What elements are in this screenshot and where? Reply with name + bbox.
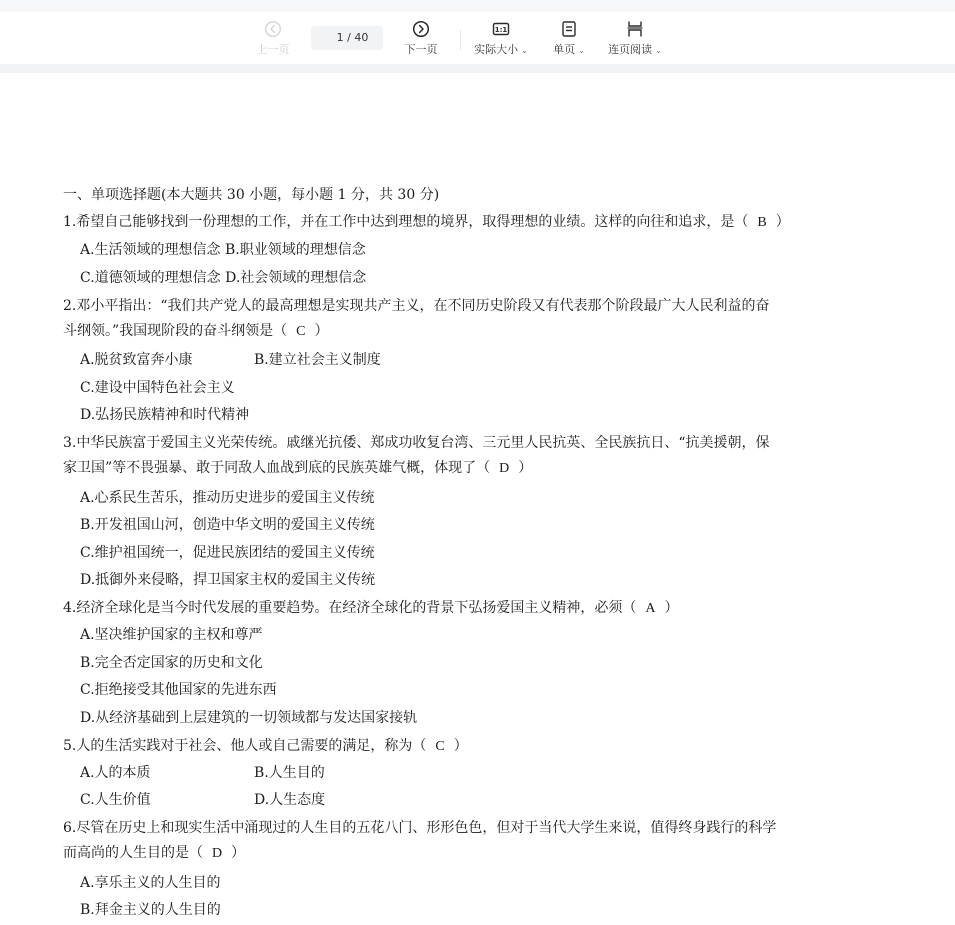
option-line[interactable]: C.人生价值 — [80, 792, 151, 808]
option-line[interactable]: D.抵御外来侵略，捍卫国家主权的爱国主义传统 — [80, 572, 376, 588]
answer-letter: C — [296, 324, 306, 339]
question-stem[interactable]: 1.希望自己能够找到一份理想的工作，并在工作中达到理想的境界，取得理想的业绩。这样的向往和追求，是（ B ） — [63, 214, 790, 230]
actual-size-icon — [492, 20, 510, 38]
option-line[interactable]: C.拒绝接受其他国家的先进东西 — [80, 682, 277, 698]
option-line[interactable]: A.人的本质 — [80, 765, 151, 781]
question-stem[interactable]: 2.邓小平指出：“我们共产党人的最高理想是实现共产主义，在不同历史阶段又有代表那个阶段最广大人民利益的奋 — [63, 298, 770, 314]
question-stem[interactable]: 斗纲领。”我国现阶段的奋斗纲领是（ C ） — [63, 323, 329, 339]
next-page-button[interactable] — [400, 20, 442, 64]
chevron-down-icon: ⌄ — [521, 46, 528, 55]
option-line[interactable]: B.建立社会主义制度 — [254, 352, 381, 368]
actual-size-label: 实际大小 — [474, 43, 519, 56]
single-page-icon — [560, 20, 578, 38]
answer-letter: D — [212, 846, 223, 861]
question-stem[interactable]: 而高尚的人生目的是（ D ） — [63, 845, 246, 861]
answer-letter: C — [435, 739, 445, 754]
option-line[interactable]: B.开发祖国山河，创造中华文明的爱国主义传统 — [80, 517, 375, 533]
question-stem[interactable]: 6.尽管在历史上和现实生活中涌现过的人生目的五花八门、形形色色，但对于当代大学生来说，值得终身践行的科学 — [63, 820, 777, 836]
question-stem[interactable]: 5.人的生活实践对于社会、他人或自己需要的满足，称为（ C ） — [63, 738, 468, 754]
continuous-pages-icon — [626, 20, 644, 38]
option-line[interactable]: D.人生态度 — [254, 792, 326, 808]
option-line[interactable]: A.生活领域的理想信念 B.职业领域的理想信念 — [80, 242, 366, 258]
pdf-toolbar — [0, 12, 955, 66]
option-line[interactable]: B.人生目的 — [254, 765, 325, 781]
toolbar-shadow — [0, 64, 955, 73]
chevron-down-icon: ⌄ — [655, 46, 662, 55]
svg-text:1:1: 1:1 — [494, 26, 508, 34]
page-total: / 40 — [347, 31, 369, 44]
question-stem[interactable]: 家卫国”等不畏强暴、敢于同敌人血战到底的民族英雄气概，体现了（ D ） — [63, 460, 533, 476]
option-line[interactable]: C.道德领域的理想信念 D.社会领域的理想信念 — [80, 270, 367, 286]
chevron-right-circle-icon — [412, 20, 430, 38]
actual-size-button[interactable] — [470, 20, 532, 64]
top-strip — [0, 0, 955, 12]
page-indicator — [311, 26, 383, 50]
single-page-label: 单页 — [553, 43, 576, 56]
continuous-reading-button[interactable] — [604, 20, 666, 64]
question-stem[interactable]: 3.中华民族富于爱国主义光荣传统。戚继光抗倭、郑成功收复台湾、三元里人民抗英、全民族抗日、“抗美援朝，保 — [63, 435, 770, 451]
answer-letter: D — [499, 461, 510, 476]
prev-page-button[interactable] — [252, 20, 294, 64]
option-line[interactable]: D.从经济基础到上层建筑的一切领域都与发达国家接轨 — [80, 710, 418, 726]
chevron-left-circle-icon — [264, 20, 282, 38]
toolbar-divider — [460, 30, 461, 50]
section-heading[interactable]: 一、单项选择题(本大题共 30 小题，每小题 1 分，共 30 分) — [63, 187, 440, 203]
page-number-input[interactable] — [326, 31, 344, 44]
single-page-button[interactable] — [548, 20, 590, 64]
option-line[interactable]: C.维护祖国统一，促进民族团结的爱国主义传统 — [80, 545, 375, 561]
chevron-down-icon: ⌄ — [578, 46, 585, 55]
option-line[interactable]: B.拜金主义的人生目的 — [80, 902, 221, 918]
option-line[interactable]: A.脱贫致富奔小康 — [80, 352, 193, 368]
option-line[interactable]: D.弘扬民族精神和时代精神 — [80, 407, 250, 423]
option-line[interactable]: C.建设中国特色社会主义 — [80, 380, 235, 396]
question-stem[interactable]: 4.经济全球化是当今时代发展的重要趋势。在经济全球化的背景下弘扬爱国主义精神，必须（ A ） — [63, 600, 679, 616]
answer-letter: B — [757, 215, 767, 230]
prev-page-label: 上一页 — [256, 43, 290, 56]
option-line[interactable]: B.完全否定国家的历史和文化 — [80, 655, 263, 671]
option-line[interactable]: A.享乐主义的人生目的 — [80, 875, 221, 891]
answer-letter: A — [645, 601, 656, 616]
option-line[interactable]: A.心系民生苦乐，推动历史进步的爱国主义传统 — [80, 490, 375, 506]
continuous-reading-label: 连页阅读 — [608, 43, 653, 56]
option-line[interactable]: A.坚决维护国家的主权和尊严 — [80, 627, 263, 643]
next-page-label: 下一页 — [404, 43, 438, 56]
